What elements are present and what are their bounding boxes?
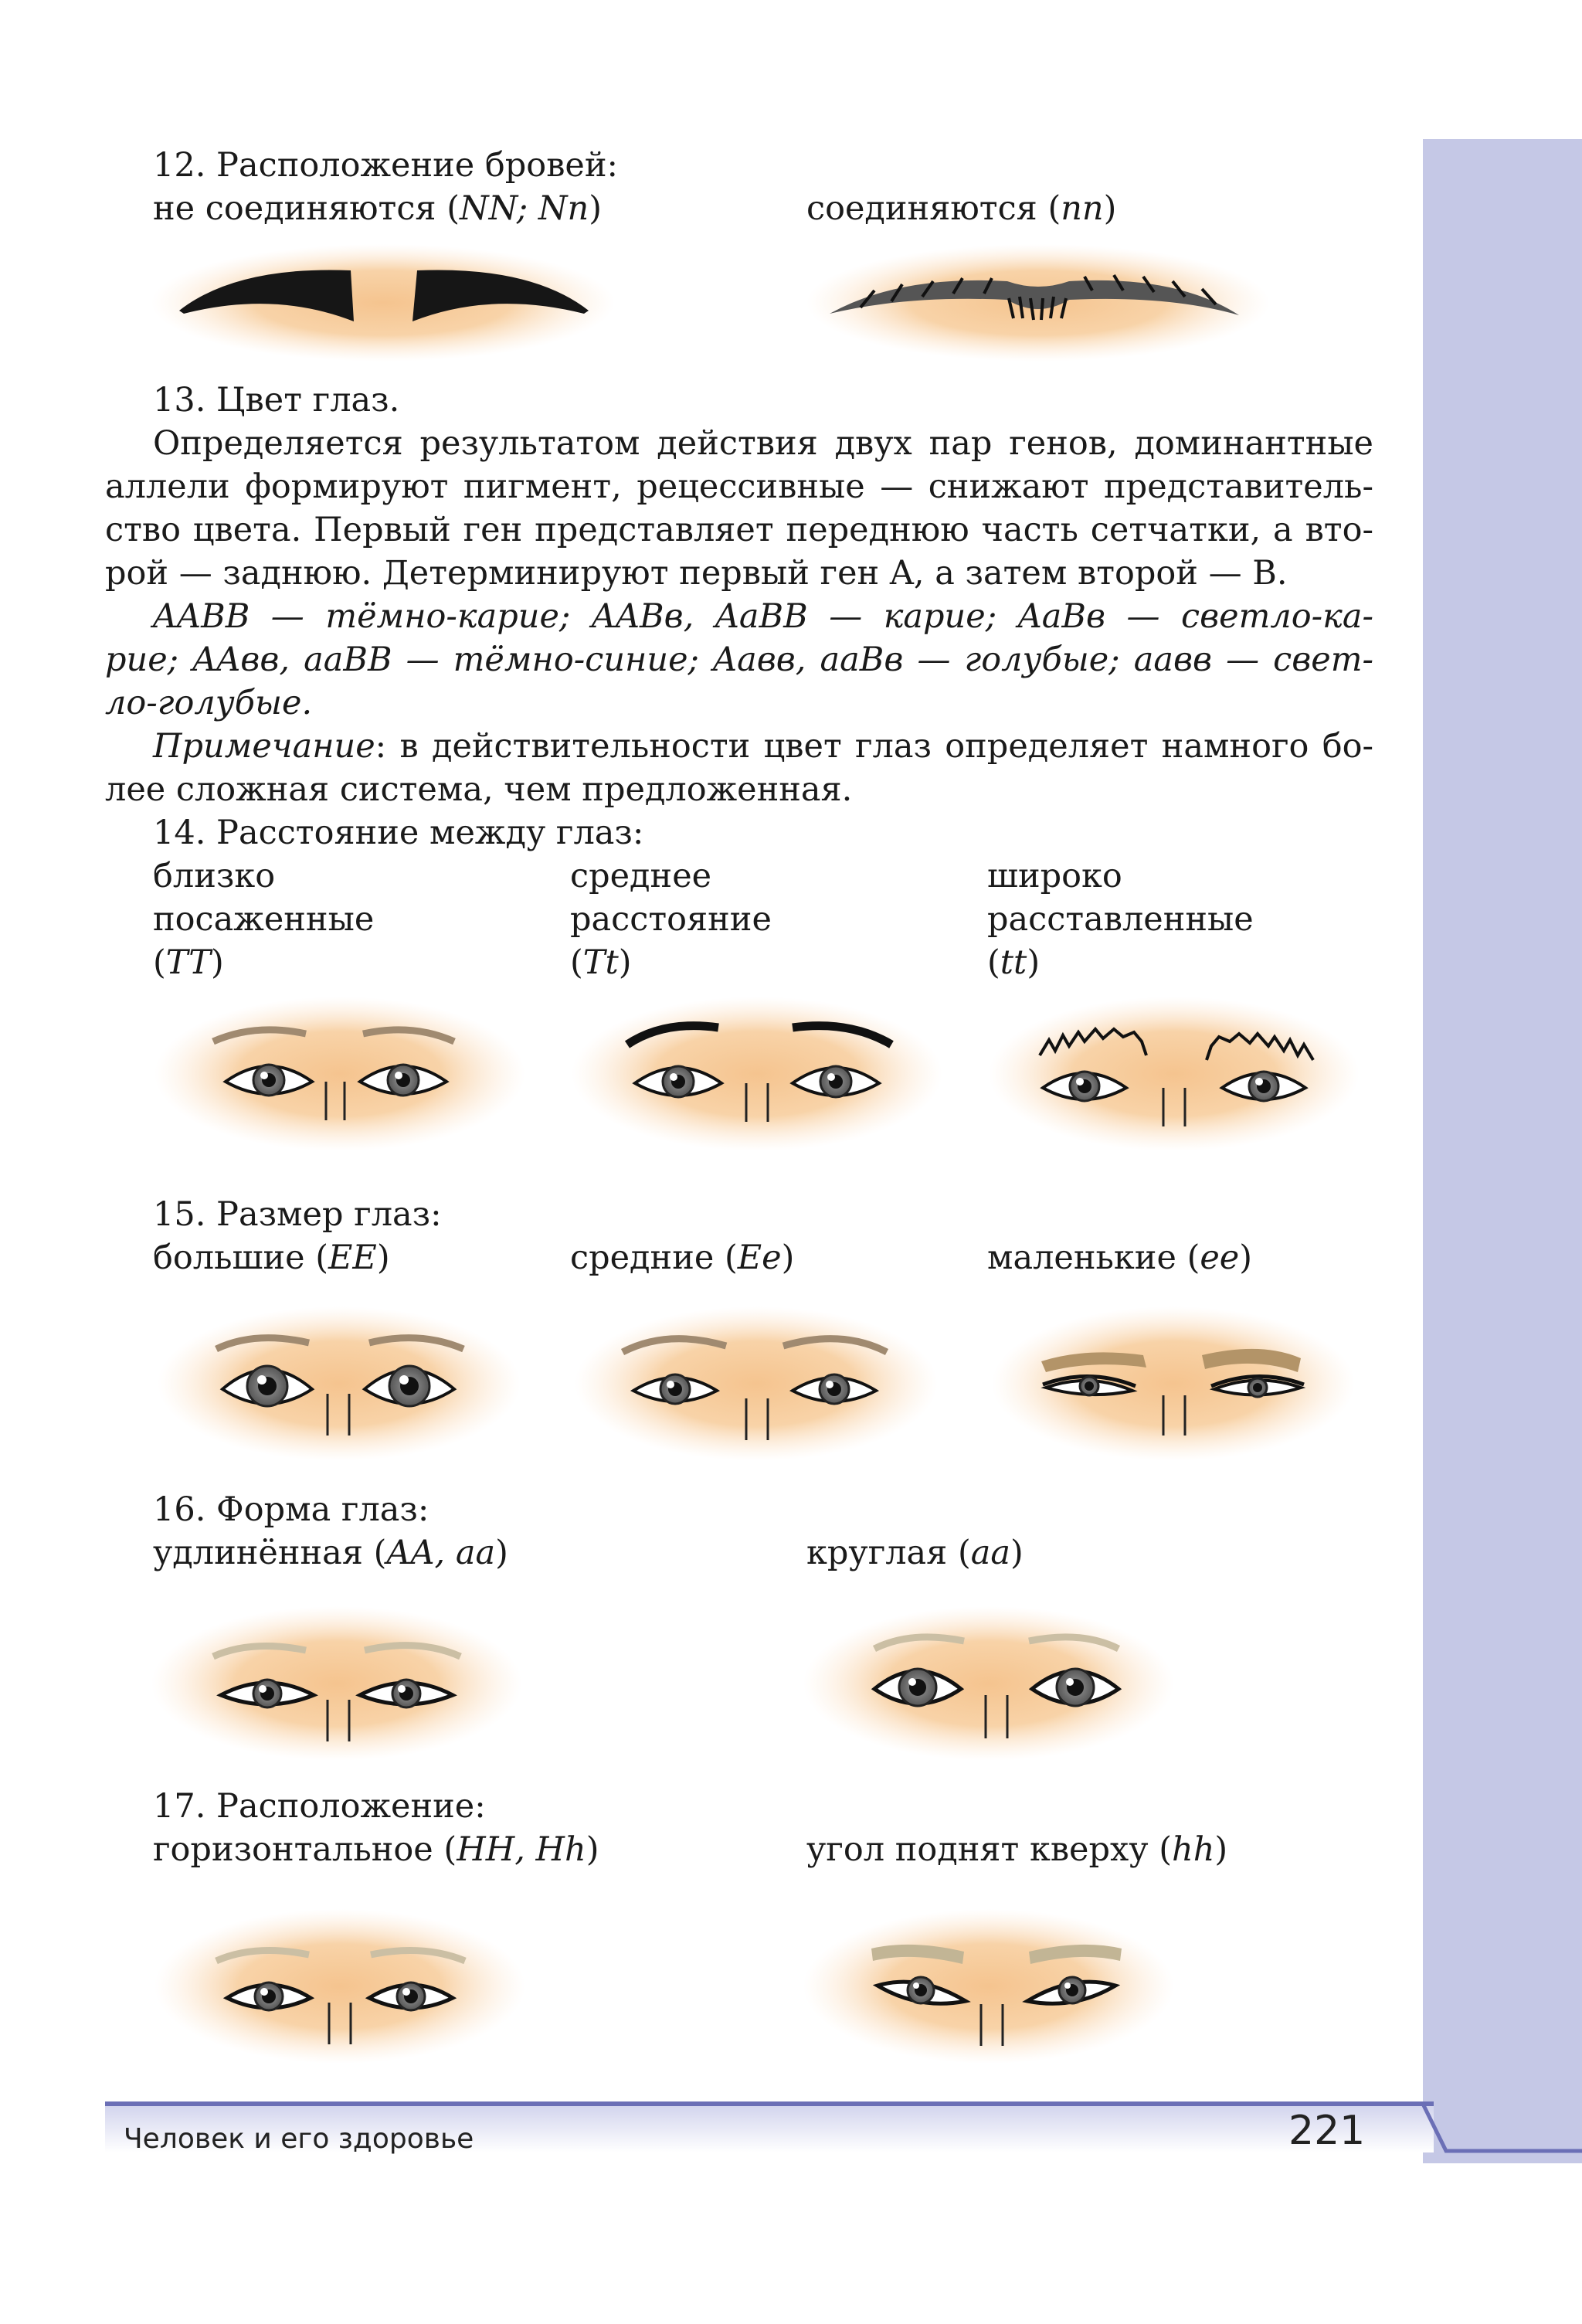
wide-set-eyes-figure [989, 997, 1360, 1151]
close-set-label: близко посаженные (TT) [153, 857, 375, 982]
horizontal-eyes-figure [154, 1905, 525, 2067]
small-eyes-figure [992, 1303, 1355, 1465]
upturned-eyes-label: угол поднят кверху (hh) [806, 1830, 1228, 1869]
upturned-eyes-figure [803, 1905, 1174, 2067]
footer-section-title: Человек и его здоровье [124, 2123, 474, 2155]
eye-color-note: Примечание: в действительности цвет глаз определяет намного бо- лее сложная система, чем предложенная. [105, 727, 1373, 809]
footer-tab-corner [1375, 2101, 1582, 2171]
eye-color-paragraph: Определяется результатом действия двух пар генов, доминантные аллели формируют пигмент, рецессивные — снижают представитель- ство цвета. Первый ген представляет переднюю часть сетчатки, а вто- рой — заднюю. Детерминируют первый ген A, а затем второй — B. [105, 424, 1373, 593]
eyebrows-separate-figure [151, 244, 615, 360]
eyebrows-joined-figure [806, 244, 1270, 360]
footer-rule [105, 2101, 1434, 2106]
section-13-title: 13. Цвет глаз. [153, 381, 400, 420]
section-15-title: 15. Размер глаз: [153, 1195, 442, 1234]
section-12-title: 12. Расположение бровей: [153, 146, 618, 185]
section-14-title: 14. Расстояние между глаз: [153, 814, 644, 852]
page-side-tab [1423, 139, 1582, 2163]
close-set-eyes-figure [154, 997, 525, 1151]
large-eyes-figure [158, 1303, 521, 1465]
elongated-eyes-figure [151, 1602, 522, 1765]
medium-eyes-label: средние (Ee) [570, 1238, 795, 1277]
medium-distance-label: среднее расстояние (Tt) [570, 857, 772, 982]
page-number: 221 [1288, 2108, 1366, 2154]
medium-distance-eyes-figure [572, 997, 942, 1151]
eyebrows-joined-label: соединяются (nn) [806, 189, 1117, 228]
round-eyes-figure [803, 1602, 1174, 1765]
eyebrows-separate-label: не соединяются (NN; Nn) [153, 189, 602, 228]
elongated-eyes-label: удлинённая (AA, aa) [153, 1534, 508, 1572]
round-eyes-label: круглая (aa) [806, 1534, 1024, 1572]
section-16-title: 16. Форма глаз: [153, 1490, 429, 1529]
wide-set-label: широко расставленные (tt) [987, 857, 1254, 982]
large-eyes-label: большие (EE) [153, 1238, 390, 1277]
horizontal-eyes-label: горизонтальное (HH, Hh) [153, 1830, 599, 1869]
medium-eyes-figure [575, 1303, 938, 1465]
small-eyes-label: маленькие (ee) [987, 1238, 1253, 1277]
eye-color-genotypes: AABB — тёмно-карие; AABв, AaBB — карие; AaBв — светло-ка- рие; AAвв, aaBB — тёмно-синие; Aaвв, aaBв — голубые; aaвв — свет- ло-голубые. [105, 597, 1373, 722]
section-17-title: 17. Расположение: [153, 1787, 486, 1826]
